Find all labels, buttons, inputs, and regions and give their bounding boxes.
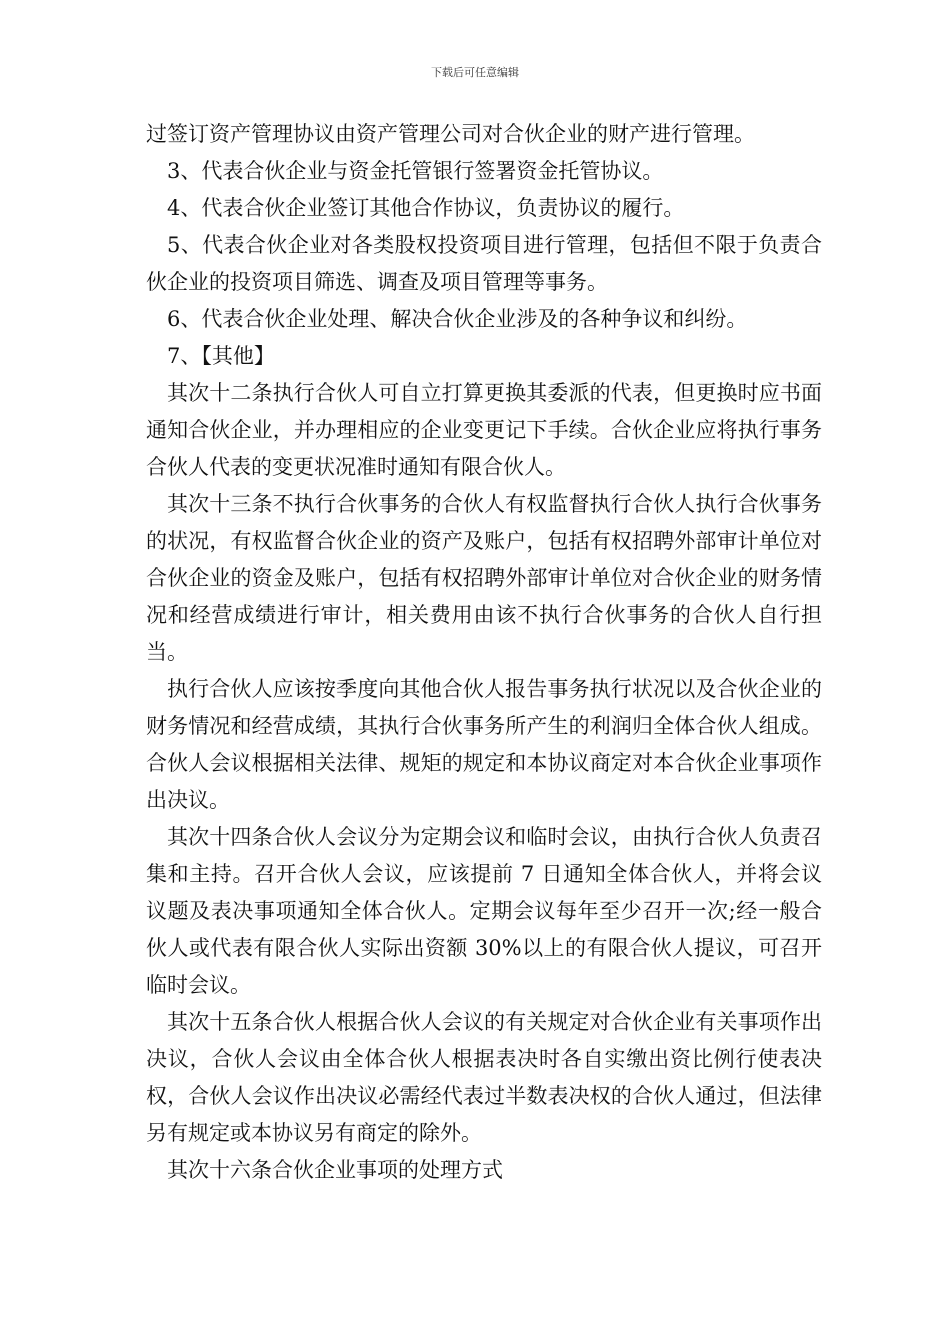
page-header: 下载后可任意编辑 [431,66,519,79]
paragraph: 4、代表合伙企业签订其他合作协议，负责协议的履行。 [167,196,685,220]
paragraph: 执行合伙人应该按季度向其他合伙人报告事务执行状况以及合伙企业的财务情况和经营成绩，其执行合伙事务所产生的利润归全体合伙人组成。合伙人会议根据相关法律、规矩的规定和本协议商定对本合伙企业事项作出决议。 [146,677,822,812]
document-body [146,116,822,1189]
paragraph: 其次十四条合伙人会议分为定期会议和临时会议，由执行合伙人负责召集和主持。召开合伙人会议，应该提前 7 日通知全体合伙人，并将会议议题及表决事项通知全体合伙人。定期会议每年至少召开一次;经一般合伙人或代表有限合伙人实际出资额 30%以上的有限合伙人提议，可召开临时会议。 [146,825,822,997]
paragraph: 其次十二条执行合伙人可自立打算更换其委派的代表，但更换时应书面通知合伙企业，并办理相应的企业变更记下手续。合伙企业应将执行事务合伙人代表的变更状况准时通知有限合伙人。 [146,381,822,479]
paragraph: 3、代表合伙企业与资金托管银行签署资金托管协议。 [167,159,664,183]
paragraph: 其次十五条合伙人根据合伙人会议的有关规定对合伙企业有关事项作出决议，合伙人会议由全体合伙人根据表决时各自实缴出资比例行使表决权，合伙人会议作出决议必需经代表过半数表决权的合伙人通过，但法律另有规定或本协议另有商定的除外。 [146,1010,822,1145]
paragraph: 6、代表合伙企业处理、解决合伙企业涉及的各种争议和纠纷。 [167,307,748,331]
paragraph: 其次十三条不执行合伙事务的合伙人有权监督执行合伙人执行合伙事务的状况，有权监督合伙企业的资产及账户，包括有权招聘外部审计单位对合伙企业的资金及账户，包括有权招聘外部审计单位对合伙企业的财务情况和经营成绩进行审计，相关费用由该不执行合伙事务的合伙人自行担当。 [146,492,822,664]
paragraph: 7、【其他】 [167,344,275,368]
paragraph: 其次十六条合伙企业事项的处理方式 [167,1158,503,1182]
paragraph: 5、代表合伙企业对各类股权投资项目进行管理，包括但不限于负责合伙企业的投资项目筛选、调查及项目管理等事务。 [146,233,822,294]
paragraph: 过签订资产管理协议由资产管理公司对合伙企业的财产进行管理。 [146,122,755,146]
